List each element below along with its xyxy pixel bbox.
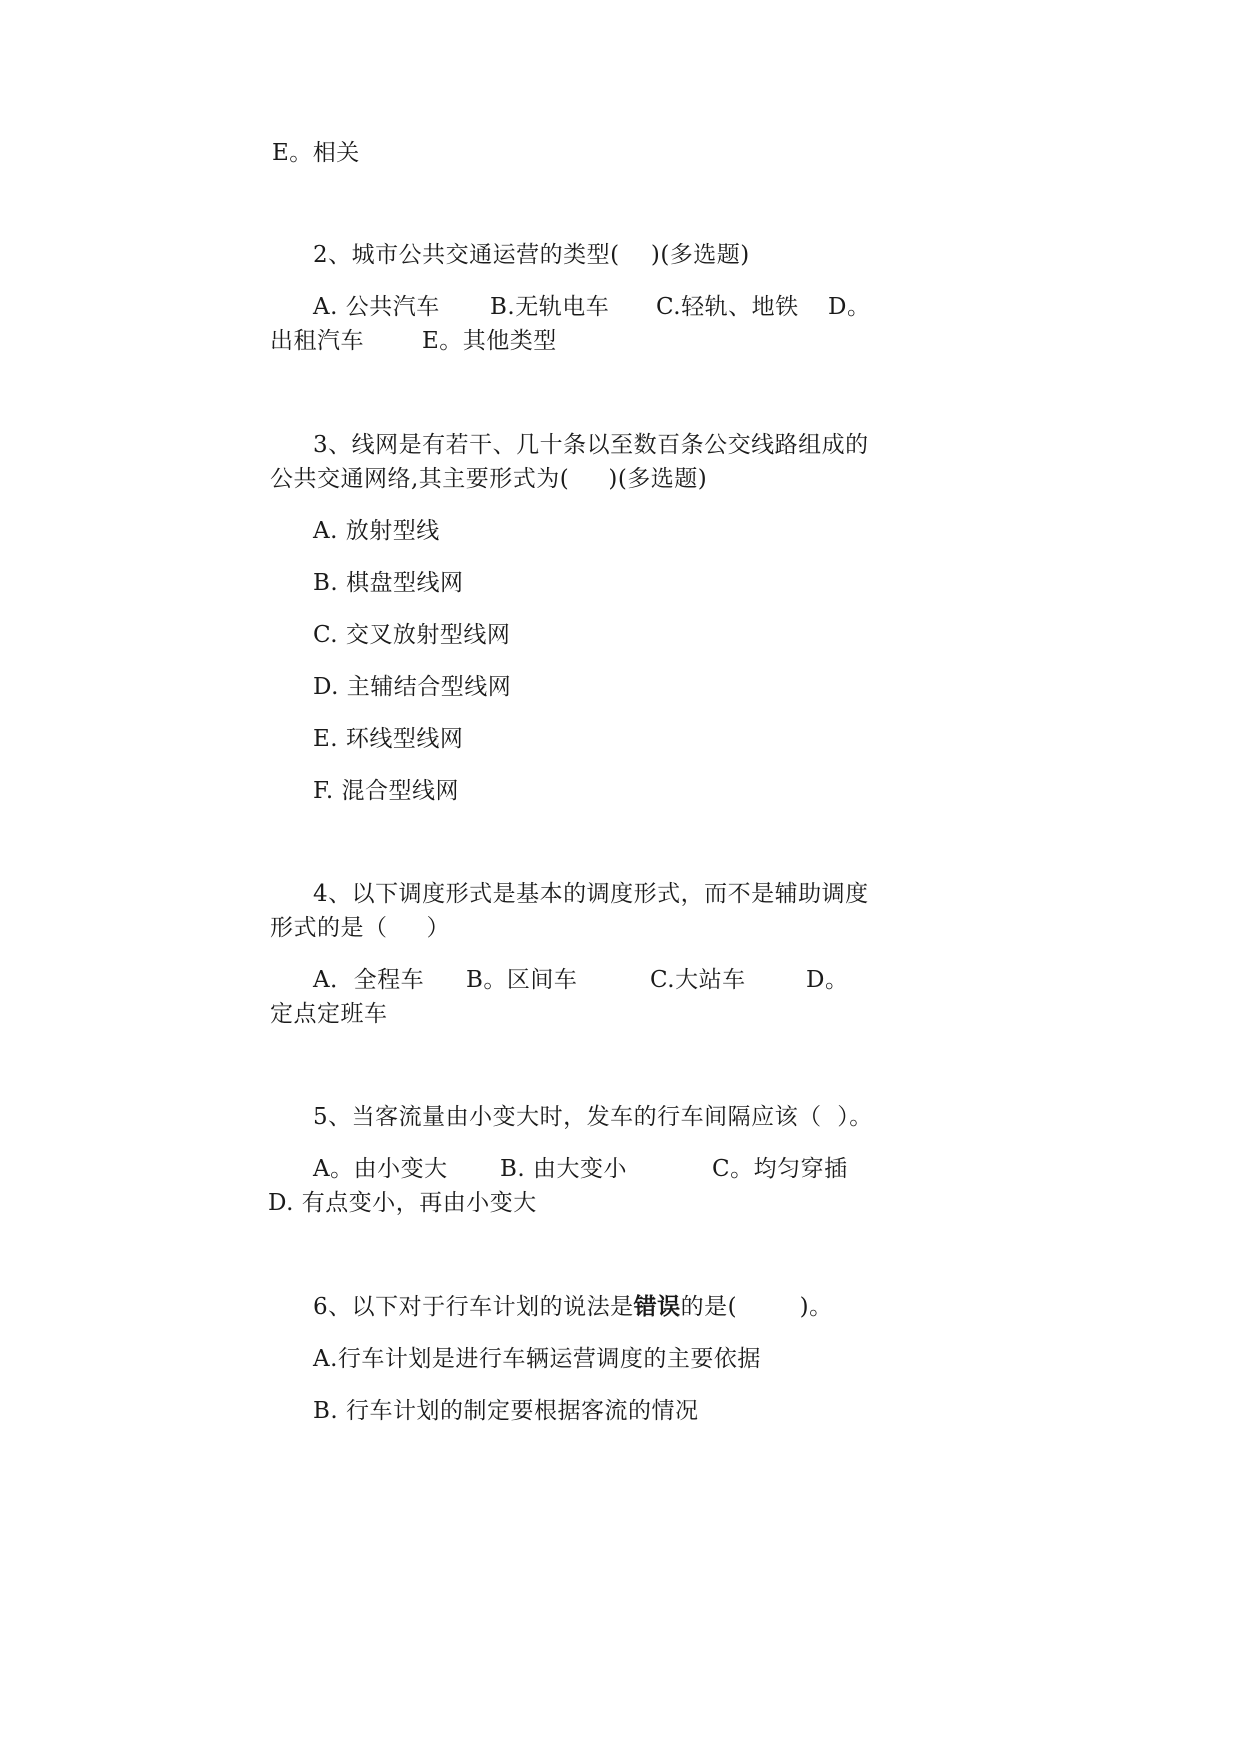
q5-option-c: C。均匀穿插 (712, 1156, 848, 1182)
q3-option-d: D. 主辅结合型线网 (313, 674, 512, 700)
q4-option-d: D。 (806, 967, 849, 993)
q6-stem-pre: 6、以下对于行车计划的说法是 (313, 1294, 634, 1320)
q4-option-a: A．全程车 (313, 967, 425, 993)
q2-option-d-cont: 出租汽车 (270, 328, 364, 354)
q3-option-e: E. 环线型线网 (313, 726, 464, 752)
q2-option-e: E。其他类型 (422, 328, 557, 354)
q4-option-d-cont: 定点定班车 (270, 1001, 388, 1027)
q3-stem-line1: 3、线网是有若干、几十条以至数百条公交线路组成的 (313, 432, 869, 458)
q6-stem-emphasis: 错误 (633, 1294, 681, 1320)
q2-option-a: A. 公共汽车 (313, 294, 440, 320)
q6-option-b: B. 行车计划的制定要根据客流的情况 (313, 1398, 699, 1424)
q1-option-e: E。相关 (272, 140, 360, 166)
q3-option-b: B. 棋盘型线网 (313, 570, 464, 596)
q6-stem-post: 的是( )。 (680, 1294, 833, 1320)
q4-option-b: B。区间车 (466, 967, 578, 993)
q4-stem-line1: 4、以下调度形式是基本的调度形式，而不是辅助调度 (313, 881, 869, 907)
q3-option-f: F. 混合型线网 (313, 778, 459, 804)
q4-option-c: C.大站车 (650, 967, 746, 993)
q5-option-b: B. 由大变小 (500, 1156, 628, 1182)
q3-option-c: C. 交叉放射型线网 (313, 622, 511, 648)
q5-option-d: D. 有点变小，再由小变大 (268, 1190, 537, 1216)
q4-stem-line2: 形式的是（ ） (270, 915, 451, 941)
q6-stem (313, 1292, 833, 1322)
q2-stem: 2、城市公共交通运营的类型( )(多选题) (313, 242, 750, 268)
q5-stem: 5、当客流量由小变大时，发车的行车间隔应该（ ）。 (313, 1104, 873, 1130)
q3-stem-line2: 公共交通网络,其主要形式为( )(多选题) (270, 466, 708, 492)
q2-option-c: C.轻轨、地铁 (656, 294, 799, 320)
q3-option-a: A. 放射型线 (313, 518, 440, 544)
q5-option-a: A。由小变大 (313, 1156, 448, 1182)
q6-option-a: A.行车计划是进行车辆运营调度的主要依据 (313, 1346, 761, 1372)
q2-option-b: B.无轨电车 (490, 294, 610, 320)
q2-option-d: D。 (828, 294, 871, 320)
